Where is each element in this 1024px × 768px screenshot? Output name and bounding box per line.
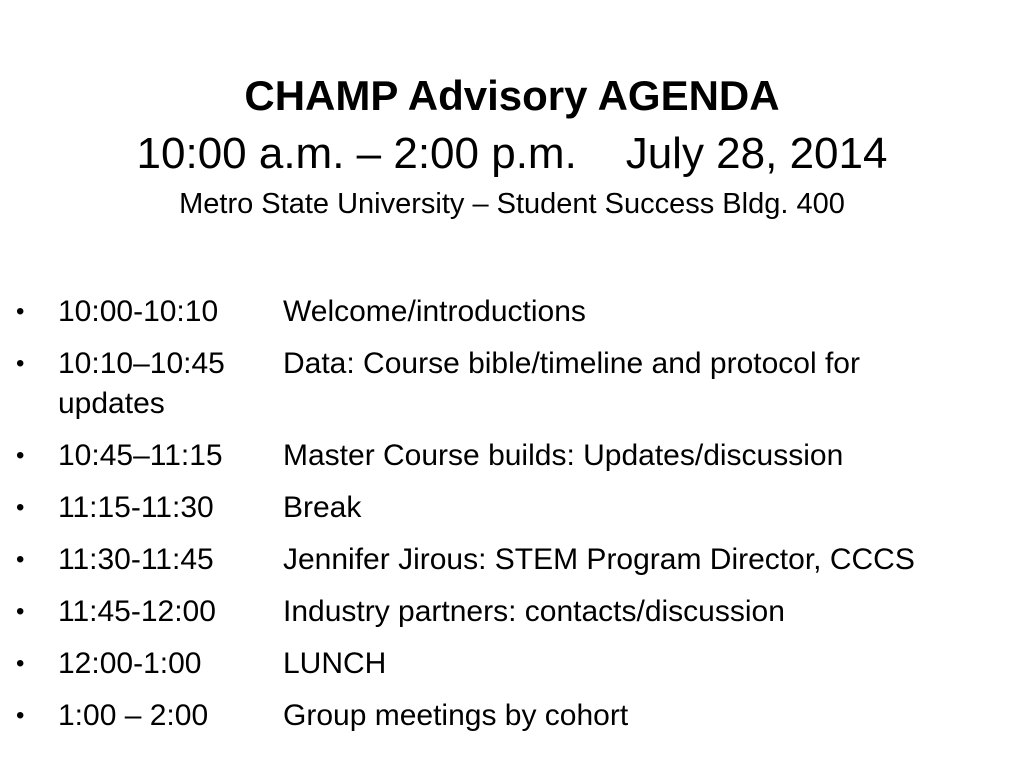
agenda-description: Group meetings by cohort	[283, 699, 629, 732]
agenda-item	[16, 644, 1006, 684]
time-date-line	[0, 124, 1024, 184]
agenda-description: Master Course builds: Updates/discussion	[283, 439, 844, 472]
agenda-time: 10:45–11:15	[58, 439, 223, 472]
agenda-item	[16, 344, 1006, 424]
agenda-time: 10:00-10:10	[58, 295, 219, 328]
agenda-time: 10:10–10:45	[58, 347, 225, 380]
agenda-description: LUNCH	[283, 647, 387, 680]
agenda-time: 1:00 – 2:00	[58, 699, 209, 732]
bullet-icon: •	[16, 598, 25, 625]
agenda-description: Welcome/introductions	[283, 295, 586, 328]
agenda-item	[16, 696, 1006, 736]
agenda-description: Jennifer Jirous: STEM Program Director, CCCS	[283, 543, 915, 576]
agenda-time: 11:15-11:30	[58, 491, 214, 524]
agenda-description: Industry partners: contacts/discussion	[283, 595, 785, 628]
bullet-icon: •	[16, 442, 25, 469]
location-line: Metro State University – Student Success Bldg. 400	[179, 188, 845, 220]
bullet-icon: •	[16, 650, 25, 677]
bullet-icon: •	[16, 546, 25, 573]
bullet-icon: •	[16, 702, 25, 729]
agenda-title: CHAMP Advisory AGENDA	[244, 72, 780, 119]
agenda-time: 11:30-11:45	[58, 543, 214, 576]
time-range: 10:00 a.m. – 2:00 p.m.	[136, 129, 577, 178]
agenda-time: 11:45-12:00	[58, 595, 216, 628]
bullet-icon: •	[16, 494, 25, 521]
agenda-time: 12:00-1:00	[58, 647, 202, 680]
agenda-description-continuation: updates	[58, 387, 165, 420]
agenda-item	[16, 540, 1006, 580]
agenda-item	[16, 592, 1006, 632]
agenda-item	[16, 488, 1006, 528]
agenda-description: Data: Course bible/timeline and protocol for	[283, 347, 860, 380]
agenda-description: Break	[283, 491, 362, 524]
agenda-item	[16, 436, 1006, 476]
agenda-list	[16, 292, 1006, 748]
title-block	[0, 68, 1024, 224]
bullet-icon: •	[16, 298, 25, 325]
bullet-icon: •	[16, 350, 25, 377]
agenda-item	[16, 292, 1006, 332]
meeting-date: July 28, 2014	[625, 129, 888, 178]
